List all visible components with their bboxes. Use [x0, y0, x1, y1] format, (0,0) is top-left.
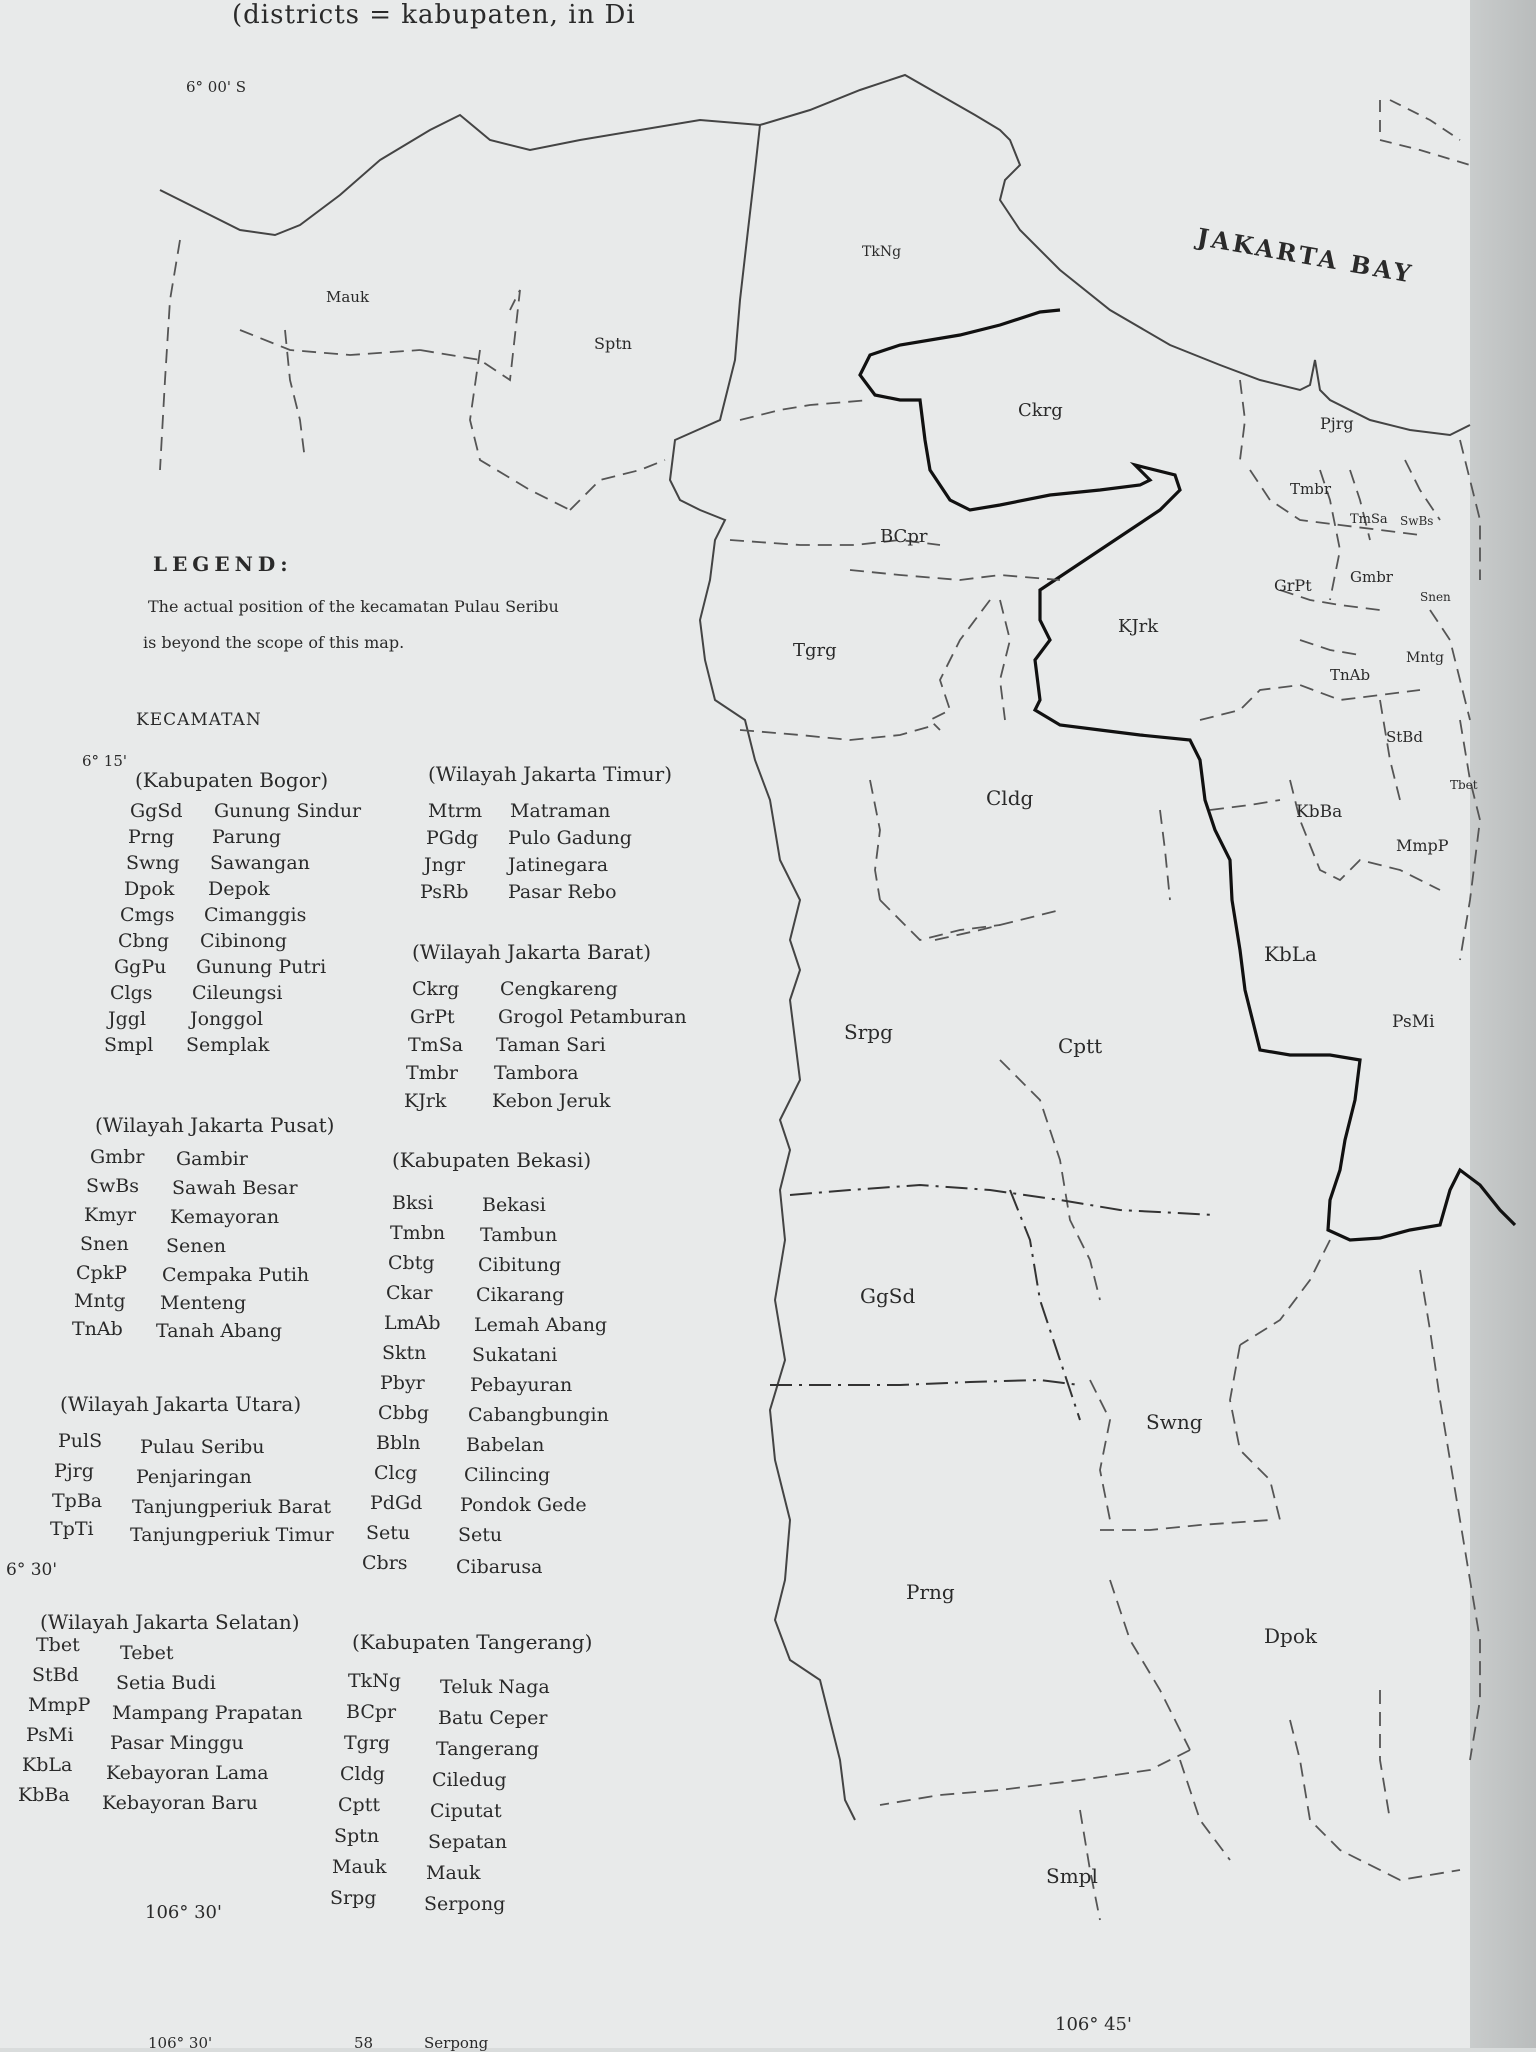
legend-name: Setu — [458, 1524, 503, 1546]
kecamatan-title: KECAMATAN — [136, 710, 262, 730]
legend-code: KJrk — [404, 1090, 447, 1112]
legend-note-line2: is beyond the scope of this map. — [143, 633, 405, 652]
legend-name: Depok — [208, 878, 270, 900]
legend-name: Mauk — [426, 1862, 481, 1884]
legend-name: Tangerang — [436, 1738, 539, 1760]
legend-code: Cbtg — [388, 1252, 435, 1274]
jakarta-bay-label: JAKARTA BAY — [1194, 222, 1417, 289]
legend-name: Kebon Jeruk — [492, 1090, 611, 1112]
legend-code: Tgrg — [344, 1732, 391, 1754]
legend-code: KbBa — [18, 1784, 70, 1806]
lat-6-30-label: 6° 30' — [6, 1560, 58, 1580]
dki-boundary — [860, 310, 1515, 1240]
legend-code: SwBs — [86, 1175, 139, 1197]
legend-code: Kmyr — [84, 1204, 137, 1226]
group-title-selatan: (Wilayah Jakarta Selatan) — [40, 1610, 300, 1634]
page-header: (districts = kabupaten, in Di — [232, 0, 636, 30]
legend-code: LmAb — [384, 1312, 441, 1334]
legend-code: Tbet — [36, 1634, 80, 1656]
map-label-tmbr: Tmbr — [1290, 480, 1332, 498]
legend-name: Kebayoran Lama — [106, 1762, 269, 1784]
legend-name: Babelan — [466, 1434, 545, 1456]
legend-name: Lemah Abang — [474, 1314, 608, 1336]
legend-name: Pasar Minggu — [110, 1732, 244, 1754]
legend-name: Pondok Gede — [460, 1494, 587, 1516]
legend-code: Cbng — [118, 930, 170, 952]
legend-code: Bbln — [376, 1432, 421, 1454]
legend-name: Cengkareng — [500, 978, 618, 1000]
legend-name: Ciledug — [432, 1769, 507, 1791]
group-title-tangerang: (Kabupaten Tangerang) — [352, 1630, 593, 1654]
group-title-bogor: (Kabupaten Bogor) — [135, 768, 329, 792]
legend-note-line1: The actual position of the kecamatan Pulau Seribu — [148, 597, 559, 616]
legend-name: Sawah Besar — [172, 1177, 298, 1199]
legend-name: Tanjungperiuk Timur — [130, 1524, 334, 1546]
map-label-stbd: StBd — [1386, 728, 1423, 746]
legend-code: Mtrm — [428, 800, 483, 822]
group-title-bekasi: (Kabupaten Bekasi) — [392, 1148, 592, 1172]
legend-name: Taman Sari — [496, 1034, 606, 1056]
legend-code: TpTi — [50, 1518, 94, 1540]
legend-code: TnAb — [72, 1318, 123, 1340]
legend-name: Cempaka Putih — [162, 1264, 310, 1286]
legend-code: Sktn — [382, 1342, 427, 1364]
legend-code: Jngr — [424, 854, 466, 876]
map-label-ckrg: Ckrg — [1018, 400, 1063, 421]
legend-code: PsMi — [26, 1724, 74, 1746]
legend-code: Tmbr — [406, 1062, 458, 1084]
legend-name: Pulau Seribu — [140, 1436, 265, 1458]
legend-name: Jonggol — [190, 1008, 264, 1030]
legend-code: Jggl — [108, 1008, 147, 1030]
group-title-barat: (Wilayah Jakarta Barat) — [412, 940, 651, 964]
legend-code: Pjrg — [54, 1460, 94, 1482]
legend-title: LEGEND: — [153, 552, 293, 576]
legend-code: StBd — [32, 1664, 79, 1686]
map-label-tnab: TnAb — [1330, 666, 1371, 684]
legend-code: Cmgs — [120, 904, 175, 926]
footer-left: 106° 30' — [148, 2034, 213, 2052]
map-label-psmi: PsMi — [1392, 1012, 1435, 1032]
map-label-gmbr: Gmbr — [1350, 568, 1393, 586]
legend-name: Teluk Naga — [440, 1676, 550, 1698]
legend-code: Swng — [126, 852, 180, 874]
legend-code: TmSa — [408, 1034, 464, 1056]
map-label-kjrk: KJrk — [1118, 616, 1159, 637]
legend-name: Cilincing — [464, 1464, 551, 1486]
legend-name: Penjaringan — [136, 1466, 252, 1488]
lon-106-30-label: 106° 30' — [145, 1902, 222, 1923]
legend-code: Dpok — [124, 878, 175, 900]
map-label-mauk: Mauk — [326, 288, 370, 306]
legend-code: Ckrg — [412, 978, 460, 1000]
map-label-prng: Prng — [906, 1580, 955, 1604]
legend-code: Sptn — [334, 1825, 380, 1847]
legend-name: Bekasi — [482, 1194, 546, 1216]
lat-6-00-label: 6° 00' S — [186, 78, 247, 96]
legend-code: GgPu — [114, 956, 167, 978]
group-title-pusat: (Wilayah Jakarta Pusat) — [95, 1113, 335, 1137]
legend-code: Clcg — [374, 1462, 418, 1484]
legend-name: Senen — [166, 1235, 226, 1257]
map-label-tmsa: TmSa — [1350, 512, 1388, 527]
legend-code: Setu — [366, 1522, 411, 1544]
legend-name: Cimanggis — [204, 904, 307, 926]
legend-code: Clgs — [110, 982, 153, 1004]
legend-code: Pbyr — [380, 1372, 425, 1394]
legend-name: Kebayoran Baru — [102, 1792, 258, 1814]
legend-code: Mntg — [74, 1290, 126, 1312]
legend-name: Setia Budi — [116, 1672, 216, 1694]
map-label-tbet: Tbet — [1450, 778, 1478, 792]
map-label-srpg: Srpg — [844, 1020, 893, 1044]
legend-name: Cabangbungin — [468, 1404, 609, 1426]
map-label-mmpp: MmpP — [1396, 836, 1449, 855]
map-label-cptt: Cptt — [1058, 1034, 1103, 1058]
legend-code: PdGd — [370, 1492, 423, 1514]
legend-name: Jatinegara — [508, 854, 609, 876]
legend-name: Tanjungperiuk Barat — [132, 1496, 331, 1518]
legend-code: PsRb — [420, 881, 469, 903]
legend-name: Semplak — [186, 1034, 270, 1056]
footer-right: Serpong — [424, 2034, 489, 2052]
map-label-swng: Swng — [1146, 1410, 1203, 1434]
group-title-timur: (Wilayah Jakarta Timur) — [428, 762, 672, 786]
lat-6-15-label: 6° 15' — [82, 752, 128, 770]
map-label-sptn: Sptn — [594, 334, 632, 353]
legend-name: Parung — [212, 826, 281, 848]
legend-code: MmpP — [28, 1694, 91, 1716]
legend-code: BCpr — [346, 1701, 397, 1723]
legend-name: Menteng — [160, 1292, 247, 1314]
legend-name: Tambora — [494, 1062, 579, 1084]
legend-code: Ckar — [386, 1282, 433, 1304]
map-label-cldg: Cldg — [986, 786, 1034, 810]
legend-code: Cbbg — [378, 1402, 430, 1424]
legend-code: TkNg — [348, 1670, 401, 1692]
map-label-swbs: SwBs — [1400, 514, 1434, 528]
legend-code: GgSd — [130, 800, 183, 822]
legend-name: Serpong — [424, 1893, 506, 1915]
legend-code: Cptt — [338, 1794, 380, 1816]
legend-code: Smpl — [104, 1034, 154, 1056]
legend-name: Kemayoran — [170, 1206, 280, 1228]
legend-name: Sawangan — [210, 852, 310, 874]
legend-name: Pebayuran — [470, 1374, 573, 1396]
legend-name: Cibarusa — [456, 1556, 543, 1578]
legend-code: Tmbn — [390, 1222, 446, 1244]
legend-name: Cileungsi — [192, 982, 283, 1004]
legend-name: Sukatani — [472, 1344, 558, 1366]
legend-name: Batu Ceper — [438, 1707, 548, 1729]
legend-code: Mauk — [332, 1856, 387, 1878]
map-label-tkng: TkNg — [862, 244, 902, 260]
legend-name: Gunung Sindur — [214, 800, 362, 822]
legend-name: Gunung Putri — [196, 956, 327, 978]
map-label-bcpr: BCpr — [880, 526, 928, 547]
map-label-kbla: KbLa — [1264, 942, 1317, 966]
legend-code: CpkP — [76, 1262, 127, 1284]
map-label-grpt: GrPt — [1274, 576, 1312, 595]
legend-name: Matraman — [510, 800, 611, 822]
footer-mid: 58 — [354, 2034, 374, 2052]
map-label-tgrg: Tgrg — [793, 640, 837, 661]
legend-name: Mampang Prapatan — [112, 1702, 303, 1724]
legend-name: Sepatan — [428, 1831, 507, 1853]
legend-name: Cibitung — [478, 1254, 562, 1276]
map-label-dpok: Dpok — [1264, 1624, 1317, 1648]
legend-name: Tanah Abang — [156, 1320, 282, 1342]
map-label-mntg: Mntg — [1406, 650, 1444, 666]
legend-name: Cikarang — [476, 1284, 565, 1306]
legend-code: TpBa — [52, 1490, 103, 1512]
legend-code: Cbrs — [362, 1552, 408, 1574]
legend-name: Pasar Rebo — [508, 881, 617, 903]
map-label-kbba: KbBa — [1296, 802, 1343, 822]
legend-name: Grogol Petamburan — [498, 1006, 687, 1028]
legend-code: GrPt — [410, 1006, 455, 1028]
group-title-utara: (Wilayah Jakarta Utara) — [60, 1392, 302, 1416]
legend-code: Bksi — [392, 1192, 434, 1214]
legend-name: Cibinong — [200, 930, 287, 952]
legend-name: Ciputat — [430, 1800, 502, 1822]
map-label-pjrg: Pjrg — [1320, 414, 1354, 433]
legend-code: Gmbr — [90, 1146, 145, 1168]
legend-name: Tambun — [480, 1224, 558, 1246]
legend-code: Cldg — [340, 1763, 385, 1785]
legend-name: Tebet — [120, 1642, 174, 1664]
legend-code: PulS — [58, 1430, 103, 1452]
legend-code: KbLa — [22, 1754, 73, 1776]
river — [670, 125, 855, 1820]
legend-name: Gambir — [176, 1148, 248, 1170]
legend-name: Pulo Gadung — [508, 827, 632, 849]
map-label-smpl: Smpl — [1046, 1864, 1098, 1888]
legend-code: Srpg — [330, 1887, 377, 1909]
legend-code: Prng — [128, 826, 175, 848]
map-label-ggsd: GgSd — [860, 1284, 916, 1308]
legend-code: PGdg — [426, 827, 479, 849]
lon-106-45-label: 106° 45' — [1055, 2014, 1132, 2035]
map-label-snen: Snen — [1420, 590, 1451, 604]
legend-code: Snen — [80, 1233, 129, 1255]
